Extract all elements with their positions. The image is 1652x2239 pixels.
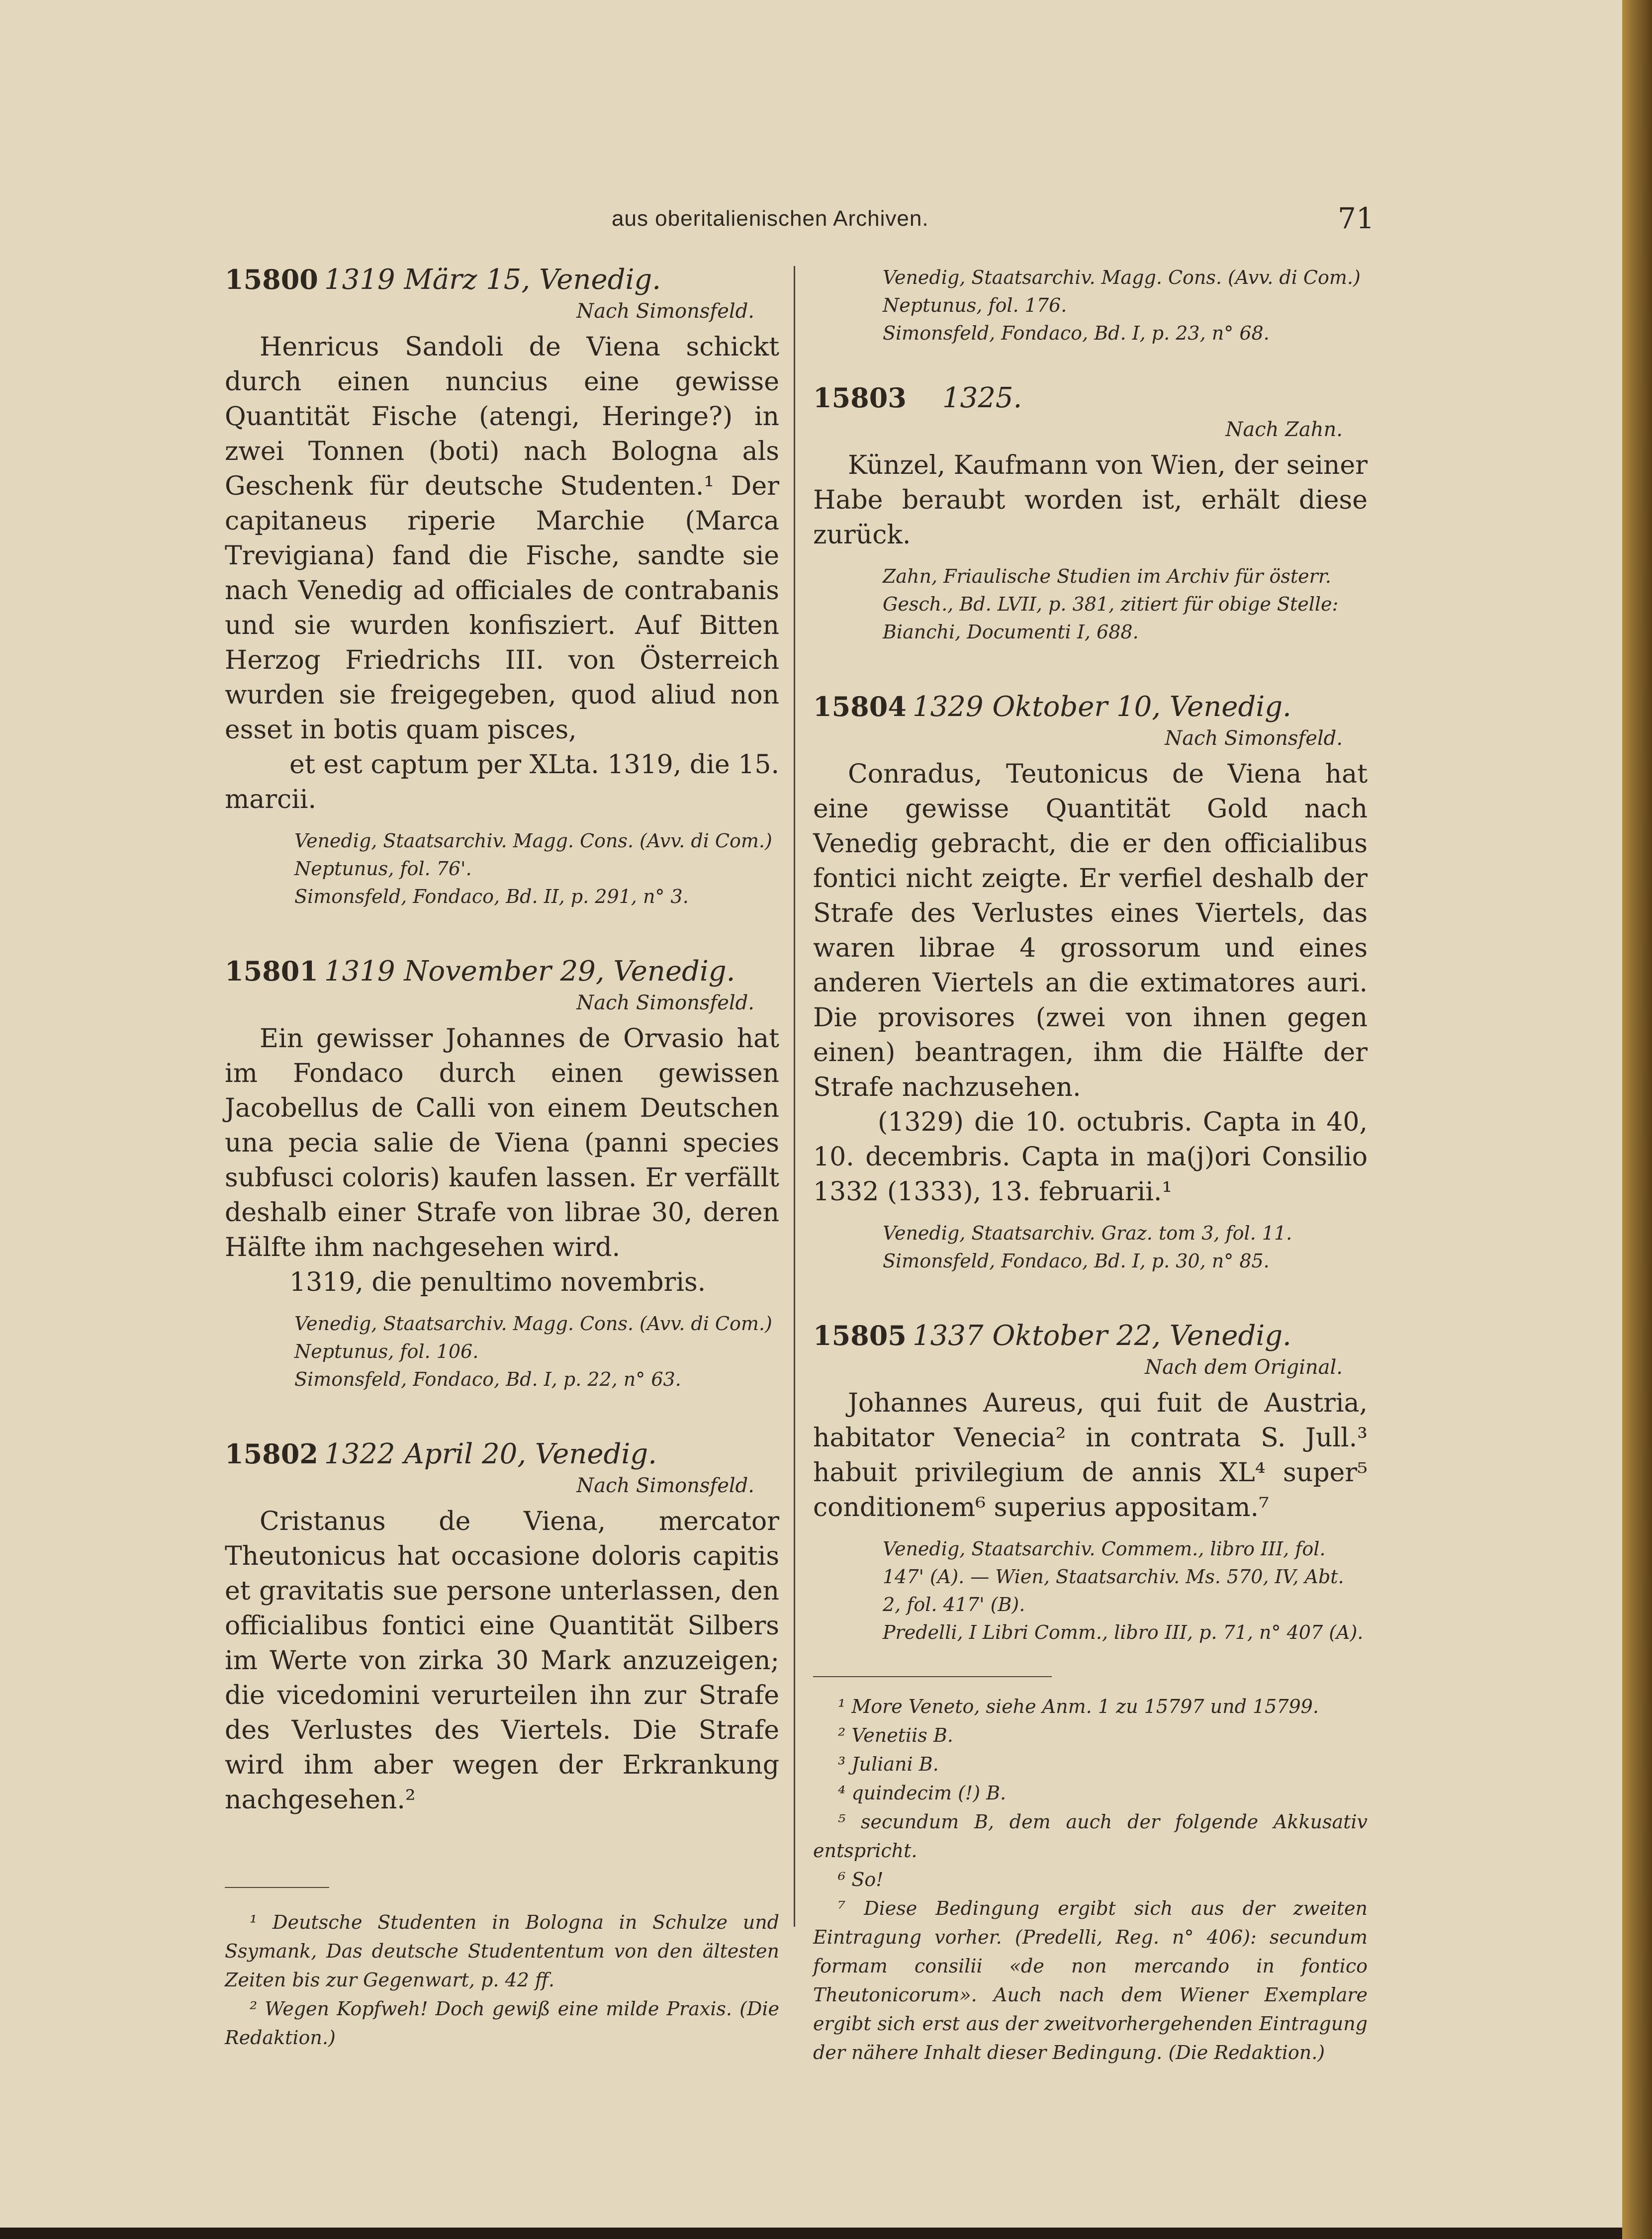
entry-date: 1322 April 20, Venedig. — [324, 1438, 657, 1470]
right-column — [813, 264, 1368, 2067]
footnote-rule — [813, 1676, 1052, 1677]
footnote: ² Venetiis B. — [838, 1724, 953, 1746]
entry-number: 15802 — [225, 1438, 318, 1470]
column-divider — [794, 266, 795, 1927]
entry-15800 — [225, 264, 779, 910]
entry-ref: Simonsfeld, Fondaco, Bd. I, p. 30, n° 85. — [883, 1250, 1270, 1272]
entry-15803 — [813, 382, 1368, 646]
entry-number: 15804 — [813, 691, 907, 722]
entry-date: 1319 November 29, Venedig. — [324, 955, 735, 987]
footnote: ² Wegen Kopfweh! Doch gewiß eine milde Praxis. (Die Redaktion.) — [225, 1998, 779, 2049]
entry-source: Nach Simonsfeld. — [576, 991, 754, 1014]
footnote: ¹ More Veneto, siehe Anm. 1 zu 15797 und 15799. — [838, 1696, 1319, 1717]
entry-ref: Simonsfeld, Fondaco, Bd. I, p. 22, n° 63. — [294, 1368, 681, 1390]
entry-15802 — [225, 1438, 779, 1817]
page-number: 71 — [1338, 201, 1375, 235]
entry-date: 1325. — [942, 382, 1022, 414]
entry-number: 15805 — [813, 1320, 907, 1351]
entry-15805 — [813, 1320, 1368, 1646]
entry-ref: Venedig, Staatsarchiv. Magg. Cons. (Avv. di Com.) Neptunus, fol. 76'. — [294, 830, 772, 880]
entry-body: Johannes Aureus, qui fuit de Austria, habitator Venecia² in contrata S. Jull.³ habuit privilegium de annis XL⁴ super⁵ conditionem⁶ superius appositam.⁷ — [813, 1388, 1368, 1523]
entry-source: Nach Simonsfeld. — [576, 1474, 754, 1497]
footnote: ⁴ quindecim (!) B. — [838, 1782, 1007, 1804]
entry-latin: 1319, die penultimo novembris. — [289, 1267, 706, 1297]
entry-ref: Venedig, Staatsarchiv. Magg. Cons. (Avv. di Com.) Neptunus, fol. 106. — [294, 1313, 772, 1362]
entry-date: 1329 Oktober 10, Venedig. — [913, 691, 1291, 723]
left-column — [225, 264, 779, 2052]
entry-body: Cristanus de Viena, mercator Theutonicus hat occasione doloris capitis et gravitatis sue persone unterlassen, den officialibus fontici eine Quantität Silbers im Werte von zirka 30 Mark anzuzeigen; die vicedomini verurteilen ihn zur Strafe des Verlustes des Viertels. Die Strafe wird ihm aber wegen der Erkrankung nachgesehen.² — [225, 1507, 779, 1815]
footnote: ¹ Deutsche Studenten in Bologna in Schulze und Ssymank, Das deutsche Studententum von den ältesten Zeiten bis zur Gegenwart, p. 42 ff. — [225, 1911, 779, 1991]
entry-body: Conradus, Teutonicus de Viena hat eine gewisse Quantität Gold nach Venedig gebracht, die er den officialibus fontici nicht zeigte. Er verfiel deshalb der Strafe des Verlustes eines Viertels, das waren librae 4 grossorum und eines anderen Viertels an die extimatores auri. Die provisores (zwei von ihnen gegen einen) beantragen, ihm die Hälfte der Strafe nachzusehen. — [813, 759, 1368, 1102]
footnote: ⁷ Diese Bedingung ergibt sich aus der zweiten Eintragung vorher. (Predelli, Reg. n° 406): secundum formam consilii «de non mercando in fontico Theutonicorum». Auch nach dem Wiener Exemplare ergibt sich erst aus der zweitvorhergehenden Eintragung der nähere Inhalt dieser Bedingung. (Die Redaktion.) — [813, 1897, 1368, 2063]
entry-number: 15800 — [225, 264, 318, 295]
entry-latin: et est captum per XLta. 1319, die 15. marcii. — [225, 750, 779, 814]
entry-ref: Simonsfeld, Fondaco, Bd. II, p. 291, n° 3. — [294, 886, 689, 907]
entry-source: Nach Simonsfeld. — [576, 300, 754, 323]
footnote: ³ Juliani B. — [838, 1753, 939, 1775]
entry-latin: (1329) die 10. octubris. Capta in 40, 10. decembris. Capta in ma(j)ori Consilio 1332 (1333), 13. februarii.¹ — [813, 1107, 1368, 1207]
entry-source: Nach Zahn. — [1225, 418, 1343, 441]
entry-15802-refs — [813, 264, 1368, 347]
entry-number: 15801 — [225, 955, 318, 987]
entry-source: Nach dem Original. — [1145, 1356, 1343, 1379]
footnote: ⁵ secundum B, dem auch der folgende Akkusativ entspricht. — [813, 1811, 1368, 1862]
entry-ref: Venedig, Staatsarchiv. Graz. tom 3, fol. 11. — [883, 1222, 1292, 1244]
entry-body: Künzel, Kaufmann von Wien, der seiner Habe beraubt worden ist, erhält diese zurück. — [813, 450, 1368, 550]
footnote-rule — [225, 1887, 329, 1888]
running-title: aus oberitalienischen Archiven. — [612, 206, 929, 231]
entry-source: Nach Simonsfeld. — [1165, 727, 1343, 750]
entry-ref: Venedig, Staatsarchiv. Commem., libro III, fol. 147' (A). — Wien, Staatsarchiv. Ms. 570, IV, Abt. 2, fol. 417' (B). — [883, 1538, 1344, 1615]
footnote: ⁶ So! — [838, 1869, 884, 1890]
entry-body: Henricus Sandoli de Viena schickt durch einen nuncius eine gewisse Quantität Fische (atengi, Heringe?) in zwei Tonnen (boti) nach Bologna als Geschenk für deutsche Studenten.¹ Der capitaneus riperie Marchie (Marca Trevigiana) fand die Fische, sandte sie nach Venedig ad officiales de contrabanis und sie wurden konfisziert. Auf Bitten Herzog Friedrichs III. von Österreich wurden sie freigegeben, quod aliud non esset in botis quam pisces, — [225, 332, 779, 745]
entry-body: Ein gewisser Johannes de Orvasio hat im Fondaco durch einen gewissen Jacobellus de Calli von einem Deutschen una pecia salie de Viena (panni species subfusci coloris) kaufen lassen. Er verfällt deshalb einer Strafe von librae 30, deren Hälfte ihm nachgesehen wird. — [225, 1024, 779, 1262]
entry-15801 — [225, 955, 779, 1393]
book-binding-edge — [1622, 0, 1652, 2239]
entry-ref: Predelli, I Libri Comm., libro III, p. 71, n° 407 (A). — [883, 1621, 1364, 1643]
entry-ref: Venedig, Staatsarchiv. Magg. Cons. (Avv. di Com.) Neptunus, fol. 176. — [883, 267, 1361, 316]
entry-number: 15803 — [813, 382, 907, 414]
entry-ref: Zahn, Friaulische Studien im Archiv für österr. Gesch., Bd. LVII, p. 381, zitiert für obige Stelle: Bianchi, Documenti I, 688. — [883, 565, 1339, 643]
entry-date: 1319 März 15, Venedig. — [324, 264, 661, 296]
entry-ref: Simonsfeld, Fondaco, Bd. I, p. 23, n° 68. — [883, 322, 1270, 344]
entry-date: 1337 Oktober 22, Venedig. — [913, 1320, 1291, 1352]
entry-15804 — [813, 691, 1368, 1275]
